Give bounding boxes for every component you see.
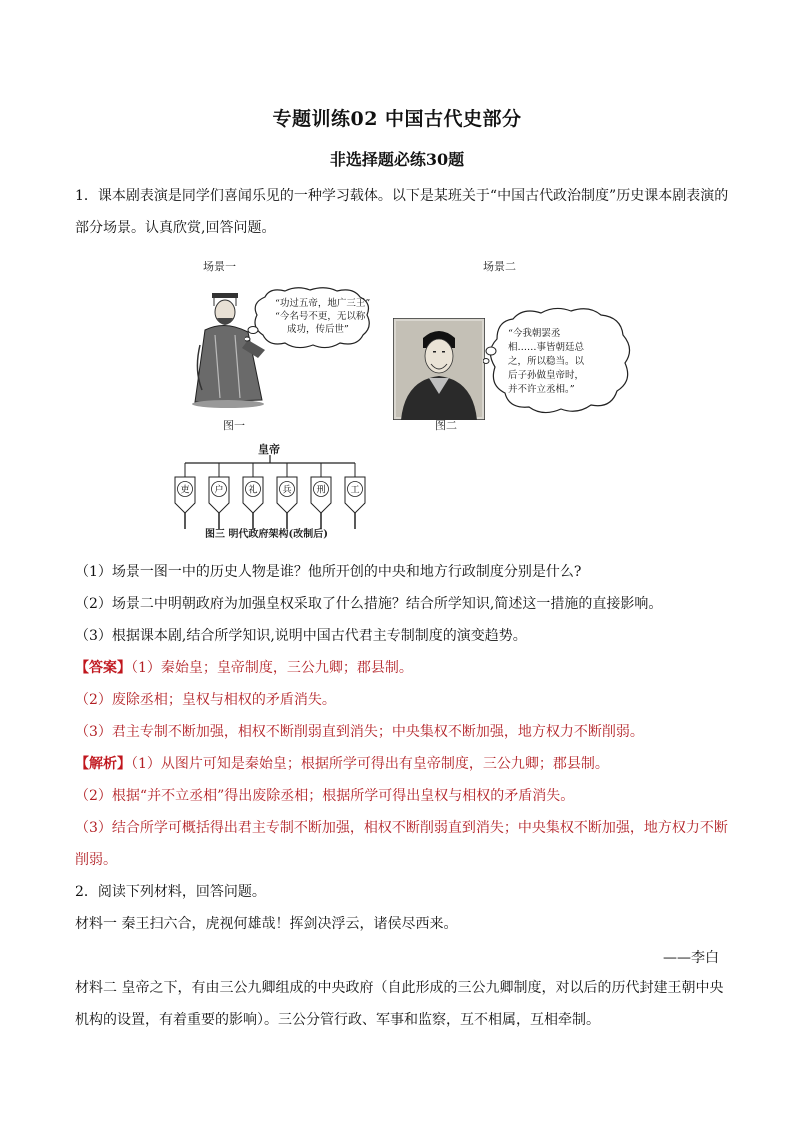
q2-stem: 2．阅读下列材料，回答问题。 [75,884,266,900]
ministry-node [345,463,365,529]
ministry-node [209,463,229,529]
analysis-tag: 【解析】 [75,756,131,772]
page-title: 专题训练02 中国古代史部分 [272,108,522,130]
ministry-node [311,463,331,529]
fig2-caption: 图二 [435,419,457,432]
q2-material1-author: ——李白 [663,950,719,966]
bubble2-line: 之，所以稳当。以 [508,356,585,367]
scene1-label: 场景一 [203,260,236,273]
bubble2-line: “今我朝罢丞 [508,328,561,339]
bubble2-text [508,327,584,397]
fig3-caption: 图三 明代政府架构(改制后) [205,529,328,540]
analysis-line1 [75,755,609,773]
ministry-node [175,463,195,529]
ministry-node [243,463,263,529]
bubble1-text [275,297,370,336]
ministry-li-label: 吏 [180,485,190,496]
ministry-gong-label: 工 [350,485,360,496]
q1-sub1: （1）场景一图一中的历史人物是谁？他所开创的中央和地方行政制度分别是什么? [75,564,582,580]
bubble2-line: 并不许立丞相。” [508,384,575,395]
q2-material1: 材料一 秦王扫六合，虎视何雄哉！挥剑决浮云，诸侯尽西来。 [75,916,458,932]
answer-line1 [75,659,413,677]
scene2-label: 场景二 [483,260,516,273]
ming-emperor-portrait [393,318,485,420]
bubble2-line: 后子孙做皇帝时， [508,370,585,381]
ministry-bing-label: 兵 [282,485,292,496]
answer1-text: （1）秦始皇；皇帝制度，三公九卿；郡县制。 [131,660,413,676]
ming-government-chart [165,455,385,535]
q2-material2-line2: 机构的设置，有着重要的影响）。三公分管行政、军事和监察，互不相属，互相牵制。 [75,1012,600,1028]
emperor-label: 皇帝 [258,443,280,456]
page-subtitle: 非选择题必练30题 [329,150,465,169]
analysis-line2: （2）根据“并不立丞相”得出废除丞相；根据所学可得出皇权与相权的矛盾消失。 [75,788,575,804]
q1-sub3: （3）根据课本剧,结合所学知识,说明中国古代君主专制制度的演变趋势。 [75,628,527,644]
bubble1-line: “今名号不更，无以称 [275,311,366,322]
q1-stem-line1: 1．课本剧表演是同学们喜闻乐见的一种学习载体。以下是某班关于“中国古代政治制度”历史课本剧表演的 [75,188,729,204]
q1-stem-line2: 部分场景。认真欣赏,回答问题。 [75,220,276,236]
ministry-hu-label: 户 [214,485,224,496]
answer-line3: （3）君主专制不断加强，相权不断削弱直到消失；中央集权不断加强，地方权力不断削弱。 [75,724,644,740]
q1-sub2: （2）场景二中明朝政府为加强皇权采取了什么措施？结合所学知识,简述这一措施的直接影响。 [75,596,663,612]
ministry-node [277,463,297,529]
bubble2-line: 相……事皆朝廷总 [508,342,585,353]
ministry-xing-label: 刑 [316,485,326,496]
q2-material2-line1: 材料二 皇帝之下，有由三公九卿组成的中央政府（自此形成的三公九卿制度，对以后的历代封建王朝中央 [75,980,724,996]
answer-tag: 【答案】 [75,660,131,676]
analysis-line3: （3）结合所学可概括得出君主专制不断加强，相权不断削弱直到消失；中央集权不断加强，地方权力不断 [75,820,728,836]
q1-figure [165,255,635,555]
bubble1-line: 成功，传后世” [287,324,349,335]
bubble1-line: “功过五帝，地广三王” [275,298,371,309]
analysis1-text: （1）从图片可知是秦始皇；根据所学可得出有皇帝制度，三公九卿；郡县制。 [131,756,609,772]
analysis-line4: 削弱。 [75,852,117,868]
ministry-li2-label: 礼 [248,485,258,496]
fig1-caption: 图一 [223,419,245,432]
answer-line2: （2）废除丞相；皇权与相权的矛盾消失。 [75,692,336,708]
